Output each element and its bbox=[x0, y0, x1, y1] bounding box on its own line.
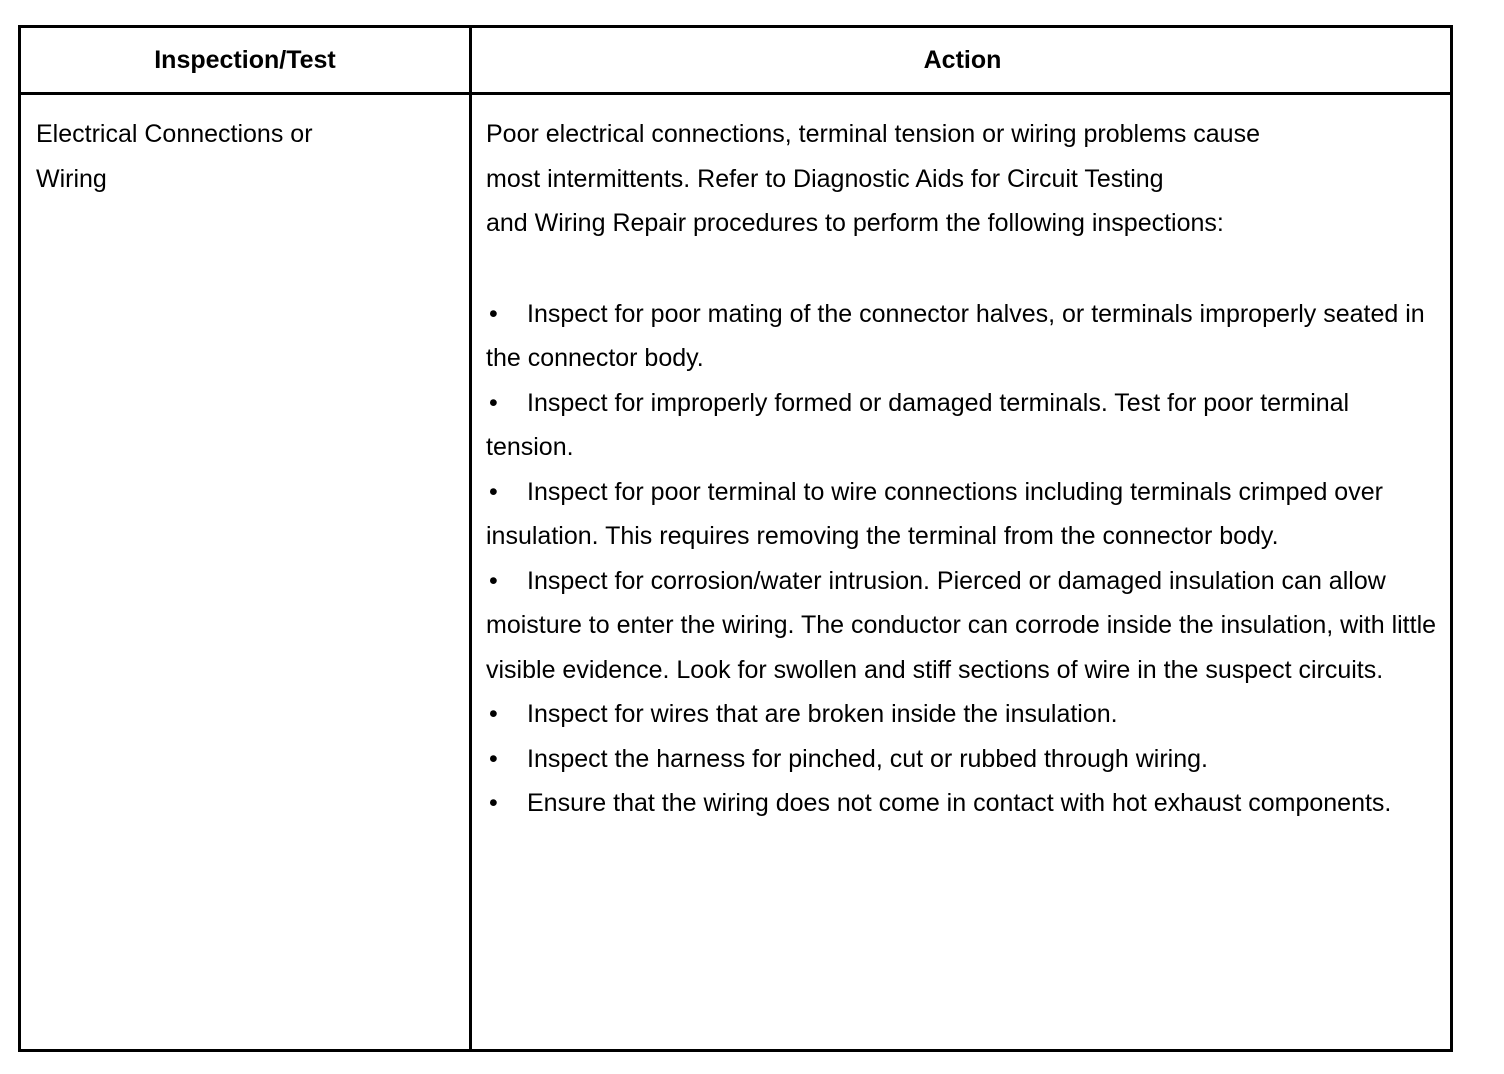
bullet-item bbox=[486, 292, 1441, 381]
inspection-text-line: Electrical Connections or bbox=[36, 120, 313, 148]
bullet-item bbox=[486, 381, 1441, 470]
action-cell bbox=[486, 112, 1441, 826]
column-divider bbox=[469, 28, 472, 1049]
header-divider bbox=[21, 92, 1450, 95]
bullet-icon: • bbox=[489, 477, 498, 506]
bullet-item bbox=[486, 470, 1441, 559]
bullet-text: Ensure that the wiring does not come in contact with hot exhaust components. bbox=[527, 789, 1392, 817]
bullet-text: Inspect for poor mating of the connector halves, or terminals improperly seated in the connector body. bbox=[486, 299, 1425, 372]
bullet-item bbox=[486, 692, 1441, 737]
bullet-item bbox=[486, 737, 1441, 782]
bullet-icon: • bbox=[489, 789, 498, 817]
bullet-text: Inspect for corrosion/water intrusion. Pierced or damaged insulation can allow moisture to enter the wiring. The conductor can corrode inside the insulation, with little visible evidence. Look for swollen and stiff sections of wire in the suspect circuits. bbox=[486, 566, 1437, 684]
bullet-icon: • bbox=[489, 566, 498, 595]
bullet-item bbox=[486, 559, 1441, 693]
inspection-cell bbox=[36, 112, 436, 202]
inspection-text-line: Wiring bbox=[36, 165, 107, 193]
bullet-text: Inspect for wires that are broken inside the insulation. bbox=[527, 700, 1118, 728]
header-inspection-test: Inspection/Test bbox=[154, 45, 336, 74]
bullet-icon: • bbox=[489, 388, 498, 417]
inspection-action-table bbox=[18, 25, 1453, 1052]
bullet-icon: • bbox=[489, 700, 498, 728]
bullet-icon: • bbox=[489, 744, 498, 773]
action-intro-line: most intermittents. Refer to Diagnostic Aids for Circuit Testing bbox=[486, 164, 1164, 193]
action-intro-line: Poor electrical connections, terminal tension or wiring problems cause bbox=[486, 120, 1260, 148]
bullet-icon: • bbox=[489, 299, 498, 328]
bullet-text: Inspect the harness for pinched, cut or rubbed through wiring. bbox=[527, 744, 1208, 773]
action-intro-line: and Wiring Repair procedures to perform the following inspections: bbox=[486, 209, 1224, 237]
bullet-text: Inspect for poor terminal to wire connections including terminals crimped over insulation. This requires removing the terminal from the connector body. bbox=[486, 477, 1383, 550]
bullet-item bbox=[486, 781, 1441, 826]
header-action: Action bbox=[923, 45, 1002, 74]
bullet-text: Inspect for improperly formed or damaged terminals. Test for poor terminal tension. bbox=[486, 388, 1350, 461]
